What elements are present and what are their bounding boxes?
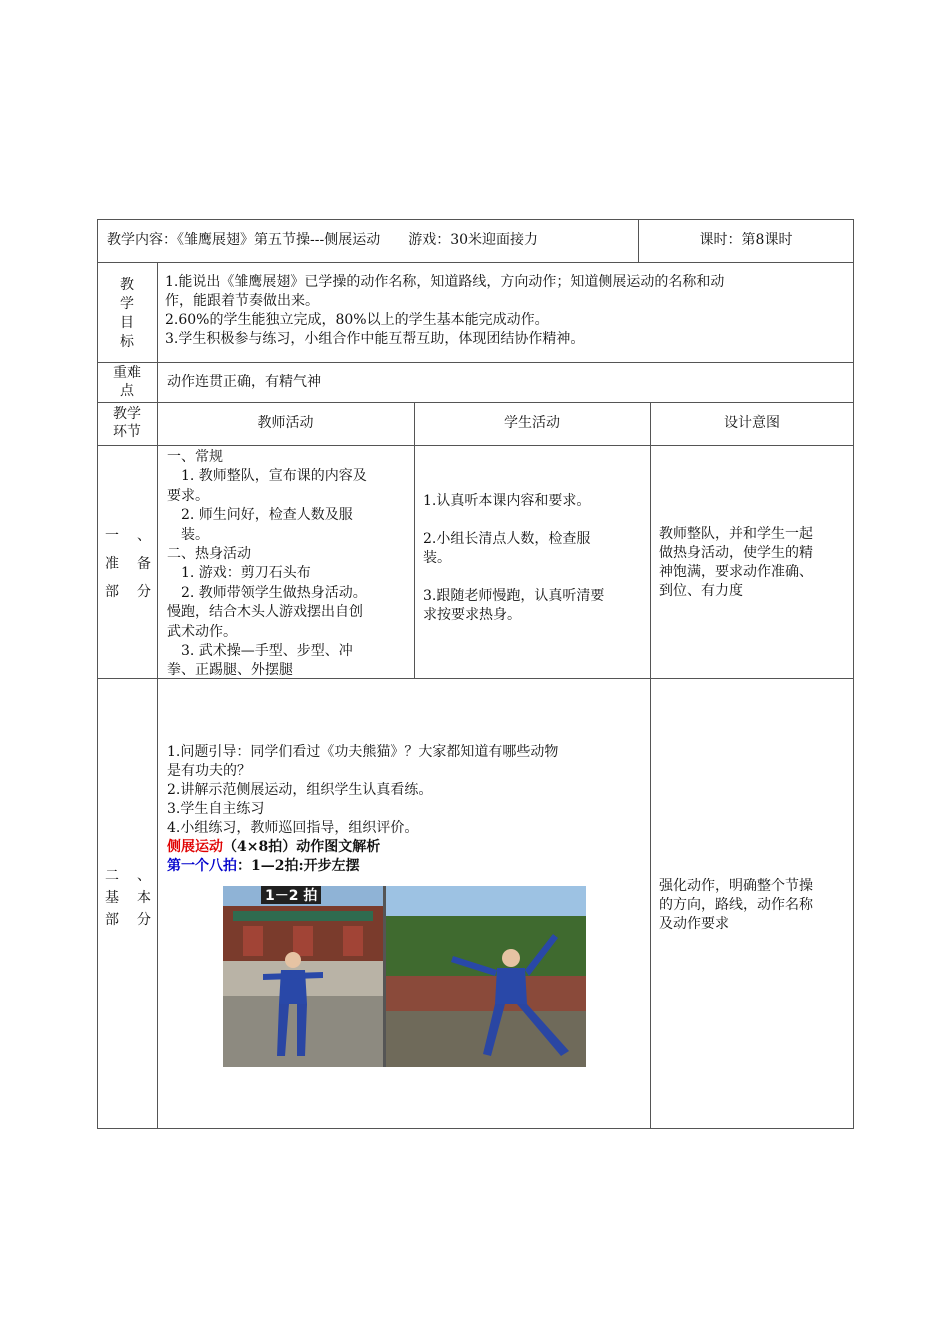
lesson-content: 教学内容：《雏鹰展翅》第五节操---侧展运动 游戏：30米迎面接力 [107, 232, 539, 248]
section2-label: 二 、 基 本 部 分 [105, 868, 151, 928]
col-divider [414, 402, 415, 678]
demo-photo [223, 886, 586, 1067]
key-points-text: 动作连贯正确，有精气神 [167, 374, 321, 390]
section1-student: 1.认真听本课内容和要求。 2.小组长清点人数，检查服 装。 3.跟随老师慢跑，认真听清要 求按要求热身。 [423, 493, 605, 623]
row-divider [97, 445, 854, 446]
row-divider [97, 402, 854, 403]
design-header: 设计意图 [724, 415, 780, 431]
col-divider [650, 402, 651, 1129]
student-header: 学生活动 [504, 415, 560, 431]
stage-header: 教学 环节 [113, 406, 141, 440]
row-divider [97, 262, 854, 263]
section2-teacher: 1.问题引导：同学们看过《功夫熊猫》？大家都知道有哪些动物 是有功夫的？ 2.讲解示范侧展运动，组织学生认真看练。 3.学生自主练习 4.小组练习，教师巡回指导，组织评价。 侧展运动（4×8拍）动作图文解析 第一个八拍：1—2拍:开步左摆 [167, 743, 647, 876]
lesson-period: 课时：第8课时 [699, 232, 793, 248]
section1-teacher: 一、常规 1. 教师整队，宣布课的内容及 要求。 2. 师生问好，检查人数及服 装。 二、热身活动 1. 游戏：剪刀石头布 2. 教师带领学生做热身活动。 慢跑，结合木头人游戏摆出自创 武术动作。 3. 武术操—手型、步型、冲 拳、正踢腿、外摆腿 [167, 449, 367, 679]
section1-design: 教师整队，并和学生一起 做热身活动，使学生的精 神饱满，要求动作准确、 到位、有力度 [659, 526, 813, 599]
photo-caption: 1－2 拍 [265, 888, 318, 904]
col-divider [157, 262, 158, 1129]
section1-label: 一 、 准 备 部 分 [105, 528, 151, 600]
section2-design: 强化动作，明确整个节操 的方向，路线，动作名称 及动作要求 [659, 878, 813, 932]
objectives-text: 1.能说出《雏鹰展翅》已学操的动作名称，知道路线，方向动作；知道侧展运动的名称和动 作，能跟着节奏做出来。 2.60%的学生能独立完成，80%以上的学生基本能完成动作。 3.学生积极参与练习，小组合作中能互帮互助，体现团结协作精神。 [165, 274, 725, 347]
key-points-label: 重难 点 [113, 365, 141, 399]
analysis-heading: 侧展运动（4×8拍）动作图文解析 [167, 839, 381, 855]
eight-beat-heading: 第一个八拍：1—2拍:开步左摆 [167, 858, 360, 874]
objectives-label: 教 学 目 标 [120, 277, 134, 350]
teacher-header: 教师活动 [257, 415, 314, 431]
row-divider [97, 362, 854, 363]
